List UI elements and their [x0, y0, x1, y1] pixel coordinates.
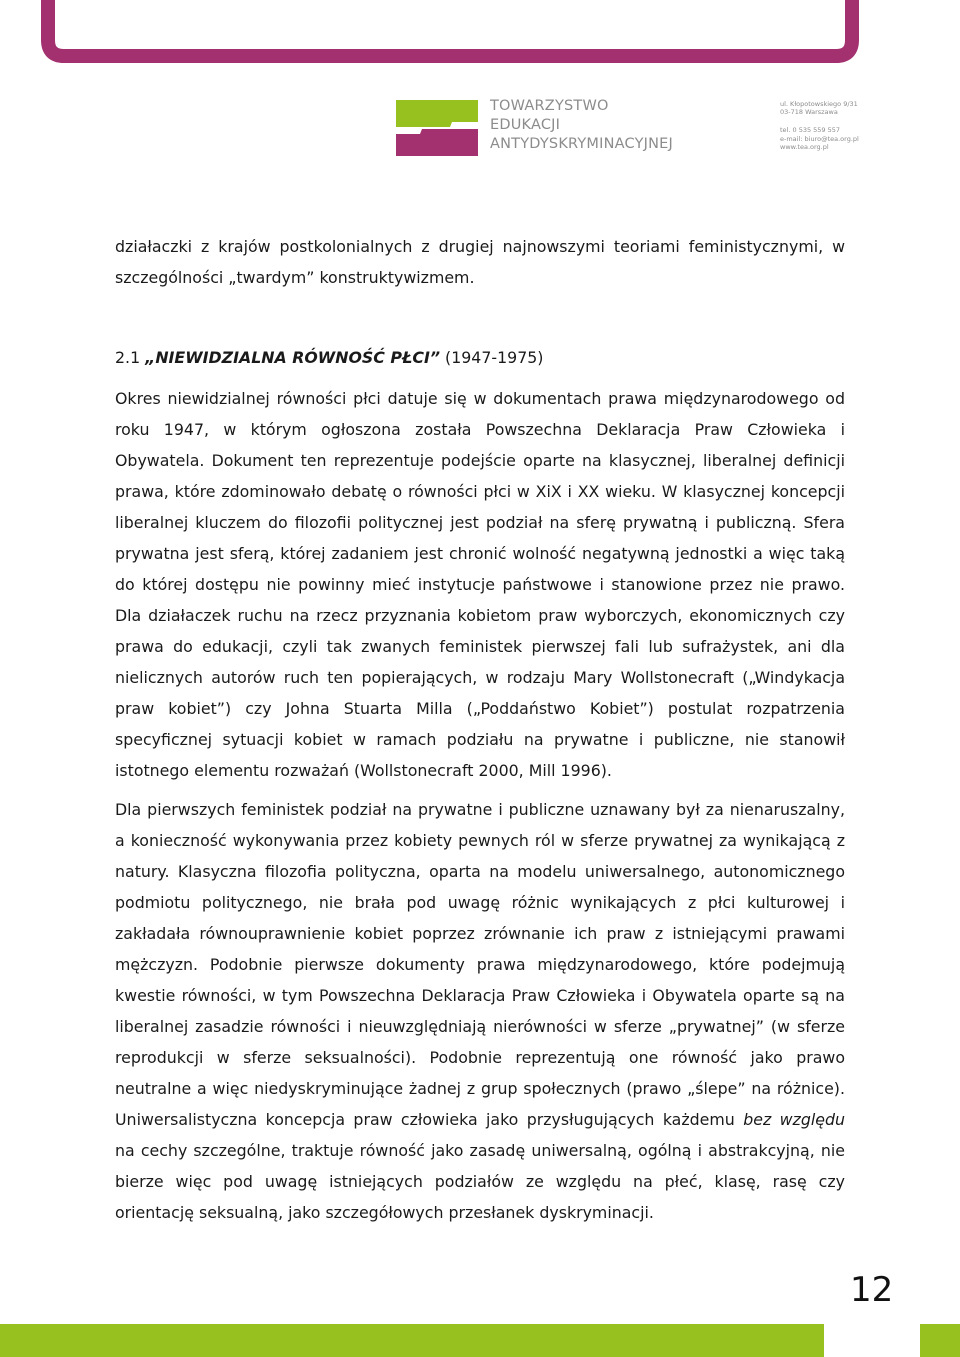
section-years: (1947-1975): [445, 348, 544, 367]
text-line: liberalnej kluczem do filozofii politycznej jest podział na sferę prywatną i publiczną. Sfera: [115, 513, 845, 532]
text-line: Dla działaczek ruchu na rzecz przyznania kobietom praw wyborczych, ekonomicznych czy: [115, 606, 845, 625]
address-line: 03-718 Warszawa: [780, 108, 838, 117]
text-line: istotnego elementu rozważań (Wollstonecraft 2000, Mill 1996).: [115, 761, 612, 780]
address-line: ul. Kłopotowskiego 9/31: [780, 100, 858, 108]
org-name-line: ANTYDYSKRYMINACYJNEJ: [490, 136, 674, 152]
text-line: nielicznych autorów ruch ten popierających, w rodzaju Mary Wollstonecraft („Windykacja: [115, 668, 845, 687]
text-line: mężczyzn. Podobnie pierwsze dokumenty prawa międzynarodowego, które podejmują: [115, 955, 845, 974]
section-number: 2.1: [115, 348, 141, 367]
text-line: Obywatela. Dokument ten reprezentuje podejście oparte na klasycznej, liberalnej definicji: [115, 451, 845, 470]
footer-bar-decoration: [0, 1324, 960, 1357]
text-line: praw kobiet”) czy Johna Stuarta Milla („Poddaństwo Kobiet”) postulat rozpatrzenia: [115, 699, 845, 718]
text-line: na cechy szczególne, traktuje równość jako zasadę uniwersalną, ogólną i abstrakcyjną, nie: [115, 1141, 845, 1160]
italic-phrase: bez względu: [743, 1110, 846, 1129]
text-line: a konieczność wykonywania przez kobiety pewnych ról w sferze prywatnej za wynikającą z: [115, 831, 845, 850]
section-title: „NIEWIDZIALNA RÓWNOŚĆ PŁCI”: [145, 348, 440, 367]
contact-info: [780, 100, 859, 151]
text-line: reprodukcji w sferze seksualności). Podobnie reprezentują one równość jako prawo: [115, 1048, 845, 1067]
phone: tel. 0 535 559 557: [780, 126, 841, 135]
text-line: prawa, które zdominowało debatę o równości płci w XiX i XX wieku. W klasycznej koncepcji: [115, 482, 845, 501]
text-line: liberalnej zasadzie równości i nieuwzględniają nierówności w sferze „prywatnej” (w sferze: [115, 1017, 845, 1036]
header-frame-decoration: [0, 0, 960, 70]
website: www.tea.org.pl: [780, 142, 829, 151]
text-line: natury. Klasyczna filozofia polityczna, oparta na modelu uniwersalnego, autonomicznego: [115, 862, 845, 881]
paragraph-1: [115, 383, 845, 786]
text-line: neutralne a więc niedyskryminujące żadnej z grup społecznych (prawo „ślepe” na różnice).: [115, 1079, 845, 1098]
org-name-line: TOWARZYSTWO: [490, 98, 609, 114]
text-line: prywatna jest sferą, której zadaniem jest chronić wolność negatywną jednostki a więc taką: [115, 544, 845, 563]
text-fragment: Uniwersalistyczna koncepcja praw człowieka jako przysługujących każdemu: [115, 1110, 735, 1129]
text-line: podmiotu politycznego, nie brała pod uwagę różnic wynikających z płci kulturowej i: [115, 893, 845, 912]
paragraph-2: [115, 794, 845, 1228]
text-line: zakładała równouprawnienie kobiet poprzez zrównanie ich praw z istniejącymi prawami: [115, 924, 845, 943]
text-line: orientację seksualną, jako szczegółowych przesłanek dyskryminacji.: [115, 1203, 654, 1222]
text-line: bierze więc pod uwagę istniejących podziałów ze względu na płeć, klasę, rasę czy: [115, 1172, 845, 1191]
org-name-line: EDUKACJI: [490, 117, 561, 133]
section-heading: [115, 342, 543, 373]
text-line: roku 1947, w którym ogłoszona została Powszechna Deklaracja Praw Człowieka i: [115, 420, 845, 439]
text-line: szczególności „twardym” konstruktywizmem.: [115, 268, 475, 287]
text-line: specyficznej sytuacji kobiet w ramach podziału na prywatne i publiczne, nie stanowił: [115, 730, 845, 749]
intro-paragraph: [115, 231, 845, 293]
text-line: prawa do edukacji, czyli tak zwanych feministek pierwszej fali lub sufrażystek, ani dla: [115, 637, 845, 656]
text-line: działaczki z krajów postkolonialnych z drugiej najnowszymi teoriami feministycznymi, w: [115, 237, 845, 256]
text-line-with-italic: [115, 1104, 845, 1135]
tea-logo-icon: [396, 100, 478, 156]
page-number: 12: [850, 1270, 894, 1310]
text-line: kwestie równości, w tym Powszechna Deklaracja Praw Człowieka i Obywatela oparte są na: [115, 986, 845, 1005]
email: e-mail: biuro@tea.org.pl: [780, 134, 859, 143]
text-line: Dla pierwszych feministek podział na prywatne i publiczne uznawany był za nienaruszalny,: [115, 800, 845, 819]
text-line: do której dostępu nie powinny mieć instytucje państwowe i stanowione przez nie prawo.: [115, 575, 845, 594]
text-line: Okres niewidzialnej równości płci datuje się w dokumentach prawa międzynarodowego od: [115, 389, 845, 408]
organization-name: [490, 97, 673, 154]
